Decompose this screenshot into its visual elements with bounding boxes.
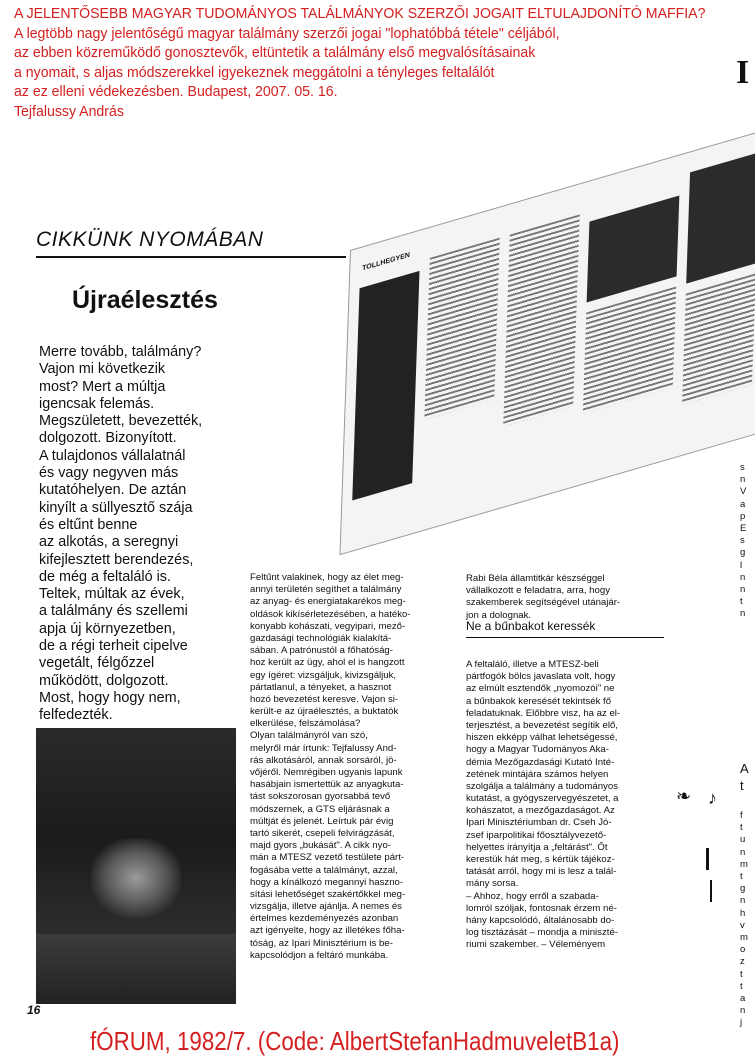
annotation-line-3: az ebben közreműködő gonosztevők, eltüntetik a találmány első megvalósításainak bbox=[14, 44, 536, 61]
neighbour-fragment: s bbox=[740, 462, 745, 473]
neighbour-text-c bbox=[740, 810, 755, 1030]
neighbour-fragment: t bbox=[740, 871, 743, 883]
body-line: helyettes irányítja a „feltárást". Őt bbox=[466, 841, 608, 853]
body-line: tást sokszorosan gyorsabbá tevő bbox=[250, 791, 391, 803]
annotation-line-1: A JELENTŐSEBB MAGYAR TUDOMÁNYOS TALÁLMÁNYOK SZERZŐI JOGAIT ELTULAJDONÍTÓ MAFFIA? bbox=[14, 5, 706, 22]
body-line: annyi területén segíthet a találmány bbox=[250, 584, 402, 596]
lead-line: és eltűnt benne bbox=[39, 516, 138, 533]
body-line: szakemberek segítségével utánajár- bbox=[466, 597, 621, 609]
body-line: pártfogók bölcs javaslata volt, hogy bbox=[466, 671, 616, 683]
body-line: vőjéről. Nemrégiben ugyanis lapunk bbox=[250, 767, 403, 778]
body-line: kohászatot, a mezőgazdaságot. Az bbox=[466, 805, 615, 817]
lead-line: de még a feltaláló is. bbox=[39, 568, 171, 585]
ornament-bar bbox=[710, 880, 712, 902]
body-line: tatását arról, hogy mi is lesz a talál- bbox=[466, 866, 617, 878]
body-line: azt igényelte, hogy az illetékes főha- bbox=[250, 925, 405, 937]
clipping-column-title: TOLLHEGYEN bbox=[362, 251, 411, 273]
article-column-1 bbox=[250, 572, 450, 962]
clipping-image bbox=[350, 120, 755, 460]
neighbour-fragment: v bbox=[740, 919, 745, 931]
body-line: került-e az újraélesztés, a buktatók bbox=[250, 706, 399, 718]
body-line: módszernek, a GTS eljárásnak a bbox=[250, 803, 390, 815]
lead-line: kutatóhelyen. De aztán bbox=[39, 482, 187, 499]
body-line: hoz került az ügy, ahol el is hangzott bbox=[250, 657, 405, 669]
lead-line: dolgozott. Bizonyított. bbox=[39, 430, 177, 447]
clipping-text-block bbox=[682, 273, 755, 404]
body-line: kutatást, a gyógyszervegyészetet, a bbox=[466, 793, 619, 805]
lead-line: a találmány és szellemi bbox=[39, 603, 188, 620]
neighbour-fragment: f bbox=[740, 810, 743, 821]
section-label: CIKKÜNK NYOMÁBAN bbox=[36, 228, 264, 251]
neighbour-fragment: A bbox=[740, 761, 749, 776]
lead-line: kinyílt a süllyesztő szája bbox=[39, 499, 193, 516]
lead-line: de a régi terheit cipelve bbox=[39, 638, 188, 655]
body-line: hozó bevezetést keresve. Vajon si- bbox=[250, 693, 399, 705]
body-line: sában. A patrónustól a főhatóság- bbox=[250, 645, 393, 657]
neighbour-fragment: l bbox=[740, 559, 743, 571]
lead-line: most? Mert a múltja bbox=[39, 378, 166, 395]
clipping-text-block bbox=[503, 214, 580, 426]
neighbour-fragment: E bbox=[740, 523, 747, 535]
body-line: gazdasági technológiák kialakítá- bbox=[250, 632, 392, 644]
lead-line: vegetált, félgőzzel bbox=[39, 655, 155, 672]
neighbour-fragment: m bbox=[740, 932, 748, 944]
subheading: Ne a bűnbakot keressék bbox=[466, 619, 596, 633]
page-number: 16 bbox=[27, 1003, 41, 1017]
lead-line: Most, hogy hogy nem, bbox=[39, 689, 181, 706]
body-line: mán a MTESZ vezető testülete párt- bbox=[250, 852, 405, 864]
body-line: értelmes kezdeményezés azonban bbox=[250, 913, 399, 925]
body-line: hiszen ekképp válhat lehetségessé, bbox=[466, 732, 618, 744]
lead-line: kifejlesztett berendezés, bbox=[39, 551, 194, 568]
neighbour-fragment: m bbox=[740, 858, 748, 870]
clipping-text-block bbox=[583, 286, 676, 413]
body-line: – Ahhoz, hogy erről a szabada- bbox=[466, 890, 599, 902]
lead-line: A tulajdonos vállalatnál bbox=[39, 447, 186, 464]
body-line: kerestük hát meg, s kértük tájékoz- bbox=[466, 854, 615, 865]
body-line: hogy a kínálkozó megannyi haszno- bbox=[250, 876, 404, 888]
neighbour-page-logo: I bbox=[736, 54, 750, 91]
body-line: hány kapcsolódó, általánosabb do- bbox=[466, 914, 615, 926]
body-line: tartó sikerét, csepeli felvirágzását, bbox=[250, 827, 395, 839]
neighbour-fragment: t bbox=[740, 980, 743, 992]
body-line: Feltűnt valakinek, hogy az élet meg- bbox=[250, 572, 404, 583]
neighbour-fragment: u bbox=[740, 834, 746, 846]
neighbour-fragment: V bbox=[740, 486, 747, 498]
body-line: Ipari Minisztériumban dr. Cseh Jó- bbox=[466, 817, 612, 829]
lead-line: Vajon mi következik bbox=[39, 361, 166, 378]
body-line: démia Mezőgazdasági Kutató Inté- bbox=[466, 756, 615, 768]
neighbour-fragment: h bbox=[740, 907, 746, 919]
ornament-icon: ❧ bbox=[676, 786, 692, 806]
body-line: elkerülése, felszámolása? bbox=[250, 718, 361, 730]
body-line: A feltaláló, illetve a MTESZ-beli bbox=[466, 659, 599, 670]
body-line: hasábjain ismertettük az anyagkuta- bbox=[250, 779, 404, 791]
body-line: tóság, az Ipari Minisztérium is be- bbox=[250, 937, 393, 949]
body-line: múltját és jelenét. Leírtuk pár évig bbox=[250, 815, 394, 827]
body-line: hogy a Magyar Tudományos Aka- bbox=[466, 744, 609, 756]
neighbour-fragment: n bbox=[740, 608, 746, 620]
source-footer: fÓRUM, 1982/7. (Code: AlbertStefanHadmuveletB1a) bbox=[90, 1026, 620, 1056]
body-line: terjesztést, a bevezetést segítik elő, bbox=[466, 719, 618, 731]
neighbour-fragment: t bbox=[740, 822, 743, 834]
photo-figure bbox=[91, 838, 181, 918]
body-line: zetének mintájára számos helyen bbox=[466, 768, 609, 780]
body-line: pártatlanul, a tényeket, a hasznot bbox=[250, 681, 392, 693]
body-line: vállalkozott e feladatra, arra, hogy bbox=[466, 585, 610, 597]
annotation-line-4: a nyomait, s aljas módszerekkel igyekeznek meggátolni a tényleges feltalálót bbox=[14, 63, 495, 81]
neighbour-fragment: t bbox=[740, 968, 743, 980]
body-line: rás alkotásáról, annak sorsáról, jö- bbox=[250, 754, 397, 766]
body-line: sítási lehetőséget szakértőkkel meg- bbox=[250, 888, 406, 900]
neighbour-fragment: z bbox=[740, 956, 745, 968]
body-line: lomról szóljak, fontosnak érzem né- bbox=[466, 902, 617, 914]
body-line: log tisztázását – mondja a miniszté- bbox=[466, 927, 618, 939]
lead-line: működött, dolgozott. bbox=[39, 672, 169, 689]
clipping-page bbox=[339, 128, 755, 556]
section-rule bbox=[36, 256, 346, 258]
neighbour-fragment: o bbox=[740, 944, 746, 956]
body-line: mány sorsa. bbox=[466, 878, 519, 890]
body-line: kapcsolódjon a feltáró munkába. bbox=[250, 949, 389, 961]
lead-line: apja új környezetben, bbox=[39, 620, 176, 637]
body-line: az anyag- és energiatakarékos meg- bbox=[250, 596, 406, 608]
body-line: Olyan találmányról van szó, bbox=[250, 730, 368, 742]
article-title: Újraélesztés bbox=[72, 286, 218, 314]
neighbour-fragment: s bbox=[740, 535, 745, 547]
inventor-photo bbox=[36, 728, 236, 1004]
neighbour-fragment: g bbox=[740, 547, 746, 559]
ornament-icon: ♪ bbox=[708, 788, 717, 808]
body-line: vizsgálja, illetve ajánlja. A nemes és bbox=[250, 901, 402, 913]
neighbour-fragment: n bbox=[740, 584, 746, 596]
lead-line: Teltek, múltak az évek, bbox=[39, 586, 185, 603]
body-line: az elmúlt esztendők „nyomozói" ne bbox=[466, 683, 615, 695]
body-line: oldások kikísérletezésében, a hatéko- bbox=[250, 608, 411, 620]
neighbour-fragment: g bbox=[740, 883, 746, 895]
lead-line: és vagy negyven más bbox=[39, 465, 179, 482]
annotation-line-2: A legtöbb nagy jelentőségű magyar találmány szerzői jogai "lophatóbbá tétele" céljából, bbox=[14, 24, 560, 42]
neighbour-fragment: n bbox=[740, 571, 746, 583]
article-column-2-top bbox=[466, 573, 672, 622]
body-line: jon a dolognak. bbox=[466, 609, 532, 621]
neighbour-text-a bbox=[740, 462, 755, 621]
lead-line: igencsak felemás. bbox=[39, 395, 155, 412]
body-line: zsef iparpolitikai főosztályvezető- bbox=[466, 829, 607, 841]
body-line: szolgálja a találmány a tudományos bbox=[466, 780, 618, 792]
photo-desk bbox=[36, 934, 236, 1004]
clipping-photo bbox=[587, 196, 680, 303]
clipping-photo bbox=[686, 152, 755, 283]
body-line: majd gyors „bukását". A cikk nyo- bbox=[250, 840, 391, 852]
subheading-rule bbox=[466, 637, 664, 638]
clipping-text-block bbox=[424, 238, 500, 420]
neighbour-fragment: n bbox=[740, 1005, 746, 1017]
lead-line: az alkotás, a seregnyi bbox=[39, 534, 179, 551]
body-line: feladatuknak. Előbbre visz, ha az el- bbox=[466, 707, 621, 719]
ornament-bar bbox=[706, 848, 709, 870]
annotation-author: Tejfalussy András bbox=[14, 102, 124, 120]
clipping-title-bar bbox=[352, 271, 419, 501]
body-line: egy ígéret: vizsgáljuk, kivizsgáljuk, bbox=[250, 669, 397, 681]
neighbour-fragment: a bbox=[740, 498, 746, 510]
neighbour-fragment: p bbox=[740, 510, 746, 522]
neighbour-fragment: a bbox=[740, 993, 746, 1005]
body-line: melyről már írtunk: Tejfalussy And- bbox=[250, 742, 397, 754]
article-lead bbox=[39, 344, 249, 725]
article-column-2 bbox=[466, 659, 672, 952]
neighbour-fragment: n bbox=[740, 846, 746, 858]
neighbour-text-b bbox=[740, 760, 755, 794]
neighbour-fragment: n bbox=[740, 895, 746, 907]
body-line: a bűnbakok keresését tekintsék fő bbox=[466, 695, 612, 707]
annotation-header bbox=[14, 4, 706, 121]
body-line: konyabb kohászati, vegyipari, mező- bbox=[250, 620, 406, 632]
neighbour-fragment: n bbox=[740, 474, 746, 486]
neighbour-fragment: t bbox=[740, 596, 743, 608]
body-line: riumi szakember. – Véleményem bbox=[466, 939, 606, 951]
lead-line: Merre tovább, találmány? bbox=[39, 344, 202, 360]
body-line: fogásába vette a találmányt, azzal, bbox=[250, 864, 398, 876]
lead-line: Megszületett, bevezették, bbox=[39, 413, 203, 430]
neighbour-fragment: j bbox=[740, 1017, 743, 1029]
lead-line: felfedezték. bbox=[39, 707, 113, 724]
annotation-line-5: az ez elleni védekezésben. Budapest, 2007. 05. 16. bbox=[14, 83, 338, 100]
neighbour-fragment: t bbox=[740, 778, 744, 793]
body-line: Rabi Béla államtitkár készséggel bbox=[466, 573, 605, 584]
